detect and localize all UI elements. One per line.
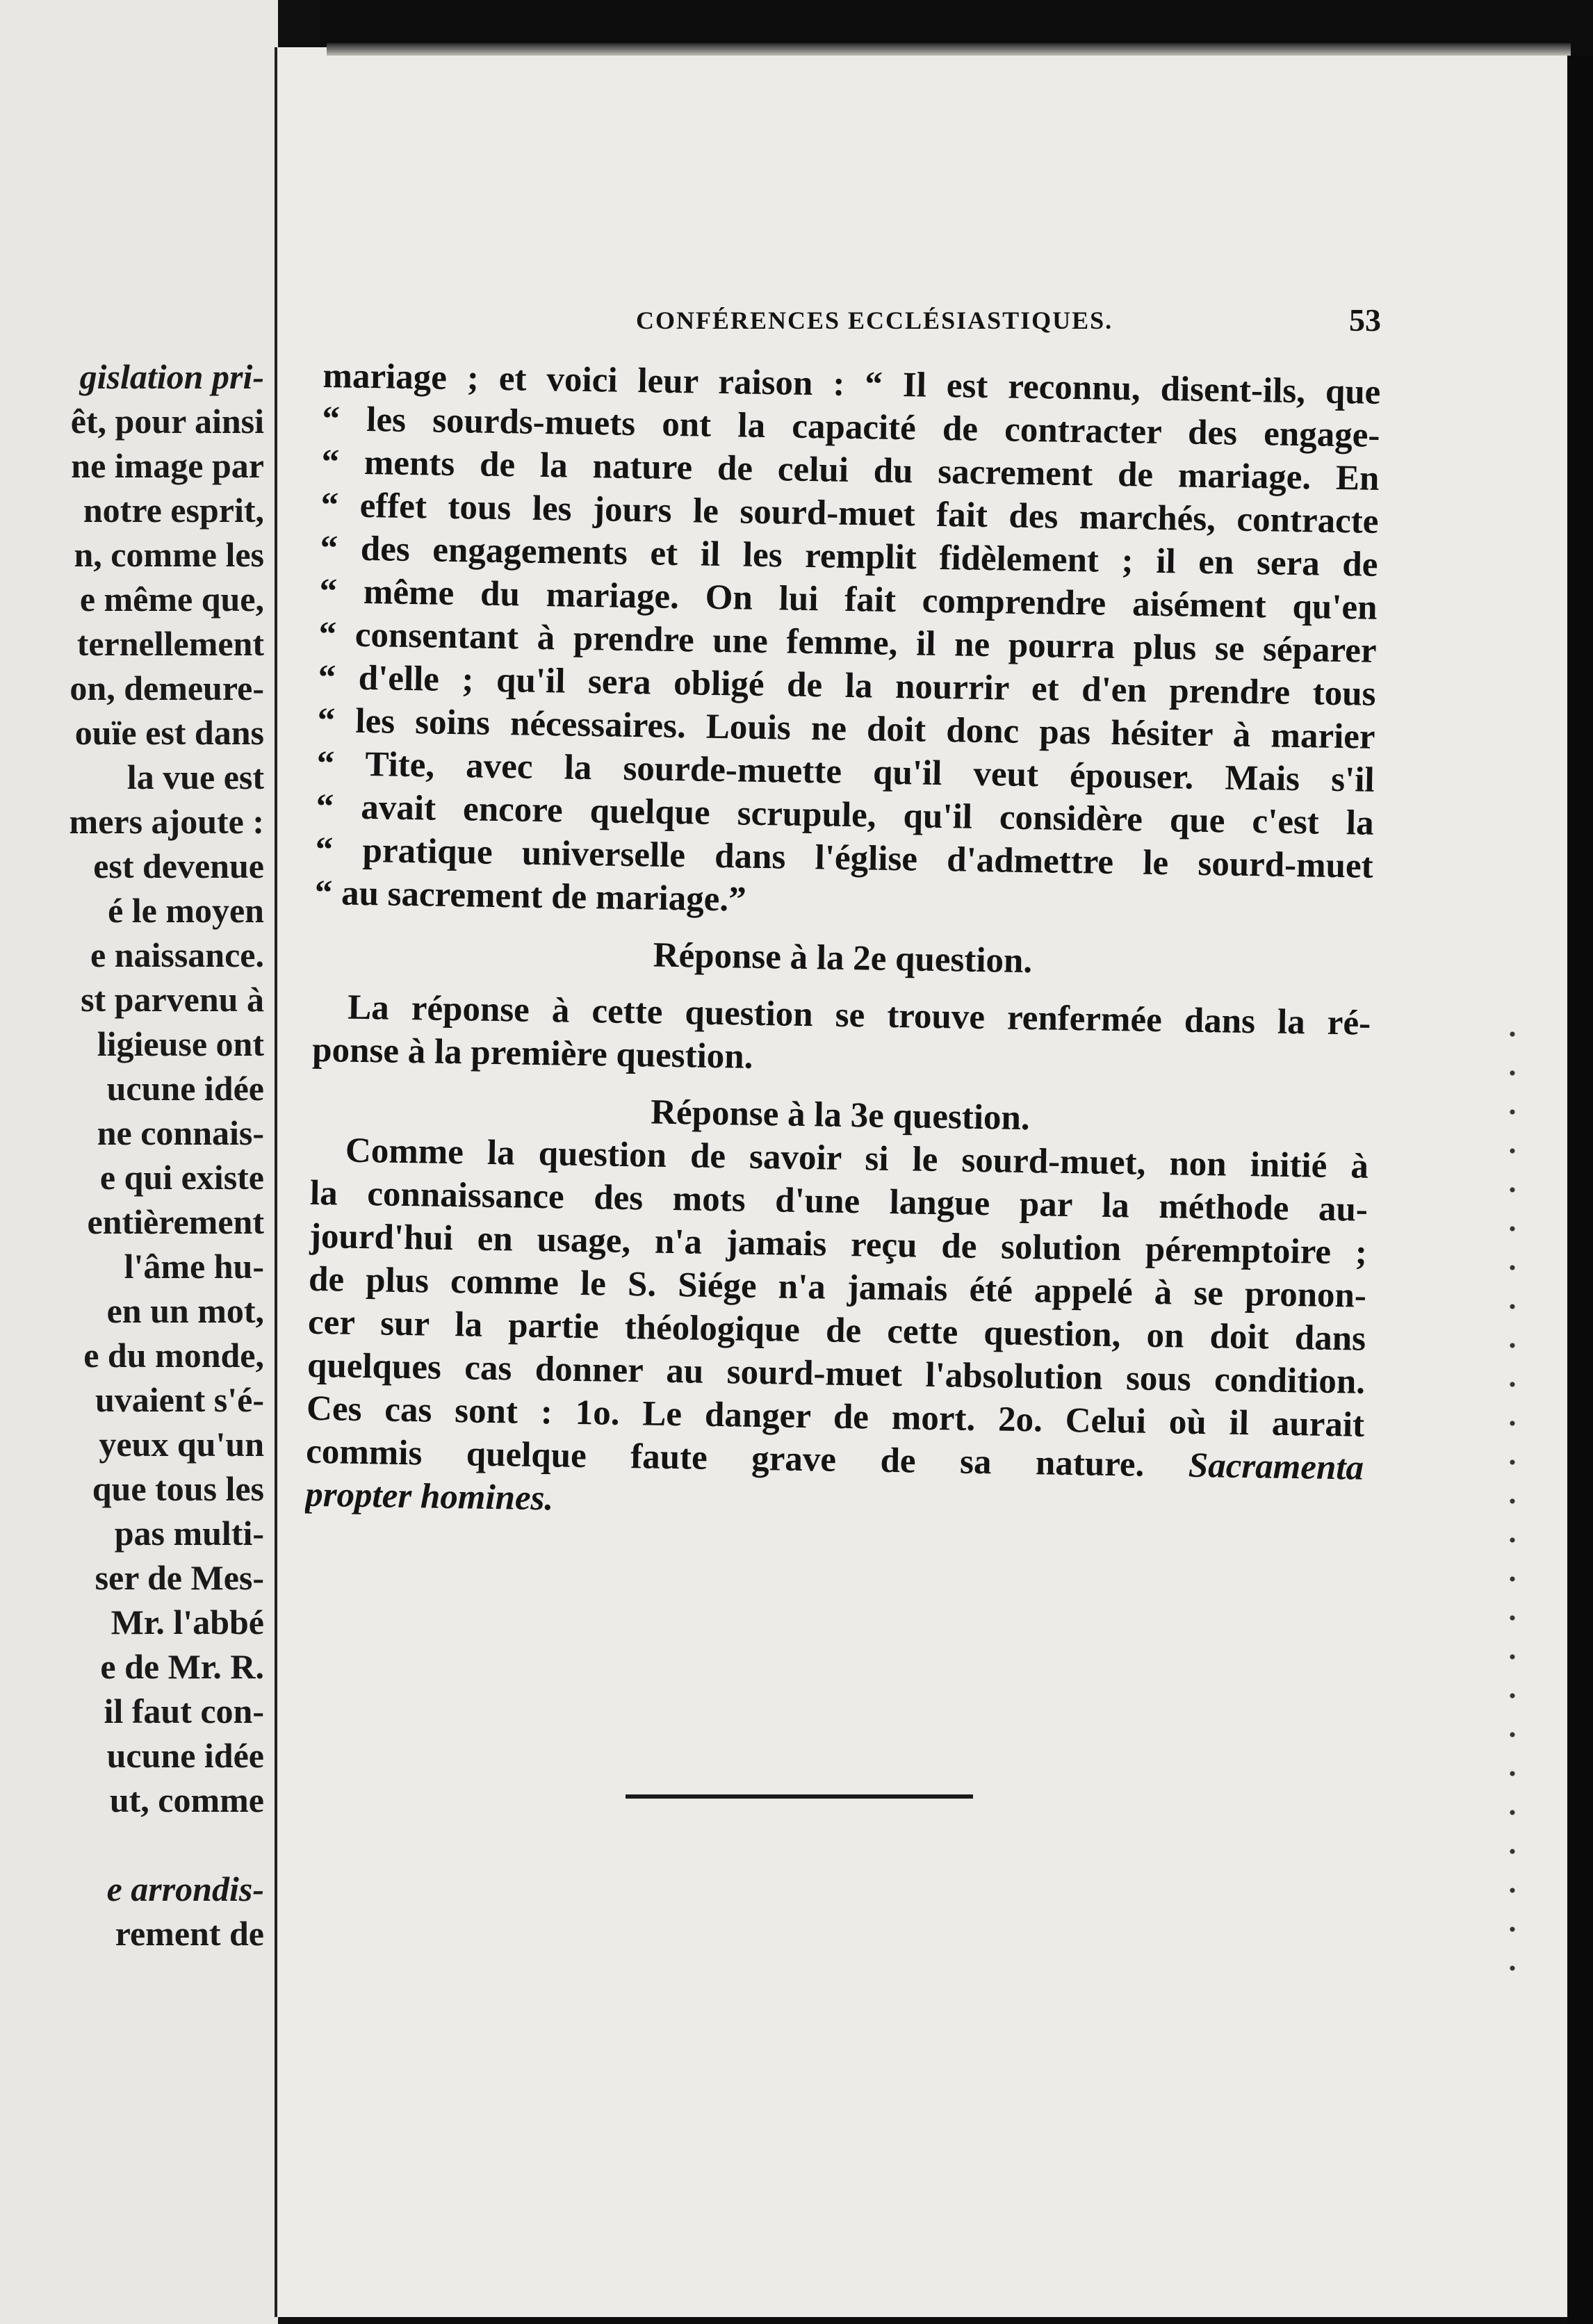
left-page-line: rement de xyxy=(115,1914,264,1953)
text-line: Comme la question de savoir si le sourd-muet, non initié à xyxy=(345,1131,1369,1186)
left-page-line: êt, pour ainsi xyxy=(70,402,264,441)
page-right-edge xyxy=(1567,56,1593,2324)
left-page-line: e qui existe xyxy=(99,1158,264,1197)
left-page-line: yeux qu'un xyxy=(99,1425,264,1464)
text-line: “ au sacrement de mariage.” xyxy=(314,873,747,919)
text-segment: commis quelque faute grave de sa nature. xyxy=(305,1432,1145,1484)
left-page-line: ucune idée xyxy=(106,1069,264,1108)
left-page-line: notre esprit, xyxy=(83,491,264,530)
text-line: ponse à la première question. xyxy=(311,1030,753,1077)
page-body xyxy=(305,354,1381,1533)
left-page-line: Mr. l'abbé xyxy=(111,1603,264,1642)
running-title: CONFÉRENCES ECCLÉSIASTIQUES. xyxy=(636,306,1113,334)
answer-3-paragraph xyxy=(305,1129,1369,1533)
text-line: quelques cas donner au sourd-muet l'absolution sous condition. xyxy=(307,1345,1366,1402)
left-page-line: ne image par xyxy=(71,446,264,485)
left-page-line: ser de Mes- xyxy=(95,1558,264,1597)
page-edge-marks xyxy=(1507,1015,1518,2002)
left-page-line: ternellement xyxy=(76,624,264,663)
page-number: 53 xyxy=(1349,302,1381,338)
left-page-line: st parvenu à xyxy=(81,980,264,1019)
text-line: “ avait encore quelque scrupule, qu'il considère que c'est la xyxy=(316,787,1375,843)
left-page-line: ne connais- xyxy=(97,1113,264,1152)
text-line: “ effet tous les jours le sourd-muet fait des marchés, contracte xyxy=(320,485,1379,541)
text-line: cer sur la partie théologique de cette question, on doit dans xyxy=(307,1302,1366,1359)
text-line: “ consentant à prendre une femme, il ne pourra plus se séparer xyxy=(318,614,1377,671)
left-page-line: on, demeure- xyxy=(70,669,264,707)
section-heading-3: Réponse à la 3e question. xyxy=(650,1093,1031,1138)
left-page-line: entièrement xyxy=(87,1202,264,1241)
latin-phrase: Sacramenta xyxy=(1188,1446,1364,1488)
left-page-line: ouïe est dans xyxy=(74,713,264,752)
text-line: “ les sourds-muets ont la capacité de contracter des engage- xyxy=(322,399,1380,455)
page-header xyxy=(636,302,1381,347)
left-page-line: e naissance. xyxy=(90,935,264,974)
text-line: “ les soins nécessaires. Louis ne doit donc pas hésiter à marier xyxy=(317,701,1375,757)
left-page-line: uvaient s'é- xyxy=(95,1380,264,1419)
left-page-line: que tous les xyxy=(92,1469,264,1508)
left-page-line: gislation pri- xyxy=(79,357,264,396)
answer-2-paragraph xyxy=(312,985,1371,1088)
text-line: “ même du mariage. On lui fait comprendre aisément qu'en xyxy=(319,571,1378,628)
text-line: La réponse à cette question se trouve renfermée dans la ré- xyxy=(347,988,1371,1043)
text-line: “ d'elle ; qu'il sera obligé de la nourrir et d'en prendre tous xyxy=(318,657,1376,714)
text-line: jourd'hui en usage, n'a jamais reçu de solution péremptoire ; xyxy=(309,1216,1368,1273)
text-line: mariage ; et voici leur raison : “ Il est reconnu, disent-ils, que xyxy=(322,356,1381,412)
previous-page-fragment xyxy=(0,0,278,2324)
left-page-line: l'âme hu- xyxy=(124,1247,264,1286)
page-top-edge xyxy=(327,43,1571,56)
text-line: “ des engagements et il les remplit fidèlement ; il en sera de xyxy=(320,528,1378,584)
section-end-rule xyxy=(626,1794,973,1799)
text-line: Ces cas sont : 1o. Le danger de mort. 2o. Celui où il aurait xyxy=(306,1389,1365,1445)
left-page-line: é le moyen xyxy=(108,891,264,930)
left-page-line: e même que, xyxy=(79,580,264,619)
left-page-line: mers ajoute : xyxy=(69,802,264,841)
text-line: “ pratique universelle dans l'église d'admettre le sourd-muet xyxy=(315,830,1374,886)
text-line: la connaissance des mots d'une langue par la méthode au- xyxy=(309,1173,1369,1229)
left-page-line: la vue est xyxy=(126,758,264,796)
section-heading-2: Réponse à la 2e question. xyxy=(653,935,1033,981)
left-page-line: en un mot, xyxy=(106,1291,264,1330)
left-page-line: est devenue xyxy=(93,846,264,885)
left-page-line: ut, comme xyxy=(109,1781,264,1819)
latin-phrase-end: propter homines. xyxy=(304,1475,554,1519)
left-page-line: il faut con- xyxy=(104,1692,264,1730)
left-page-line: n, comme les xyxy=(74,535,264,574)
left-page-line: e de Mr. R. xyxy=(100,1647,264,1686)
left-page-line: pas multi- xyxy=(114,1514,264,1553)
left-page-line: e du monde, xyxy=(83,1336,264,1375)
text-line: de plus comme le S. Siége n'a jamais été appelé à se pronon- xyxy=(308,1259,1367,1316)
left-page-line: ligieuse ont xyxy=(97,1024,264,1063)
text-line: “ Tite, avec la sourde-muette qu'il veut épouser. Mais s'il xyxy=(316,744,1375,800)
left-page-line: ucune idée xyxy=(106,1736,264,1775)
quoted-paragraph xyxy=(314,354,1380,931)
text-line: “ ments de la nature de celui du sacrement de mariage. En xyxy=(321,442,1380,498)
left-page-line: e arrondis- xyxy=(106,1869,264,1908)
